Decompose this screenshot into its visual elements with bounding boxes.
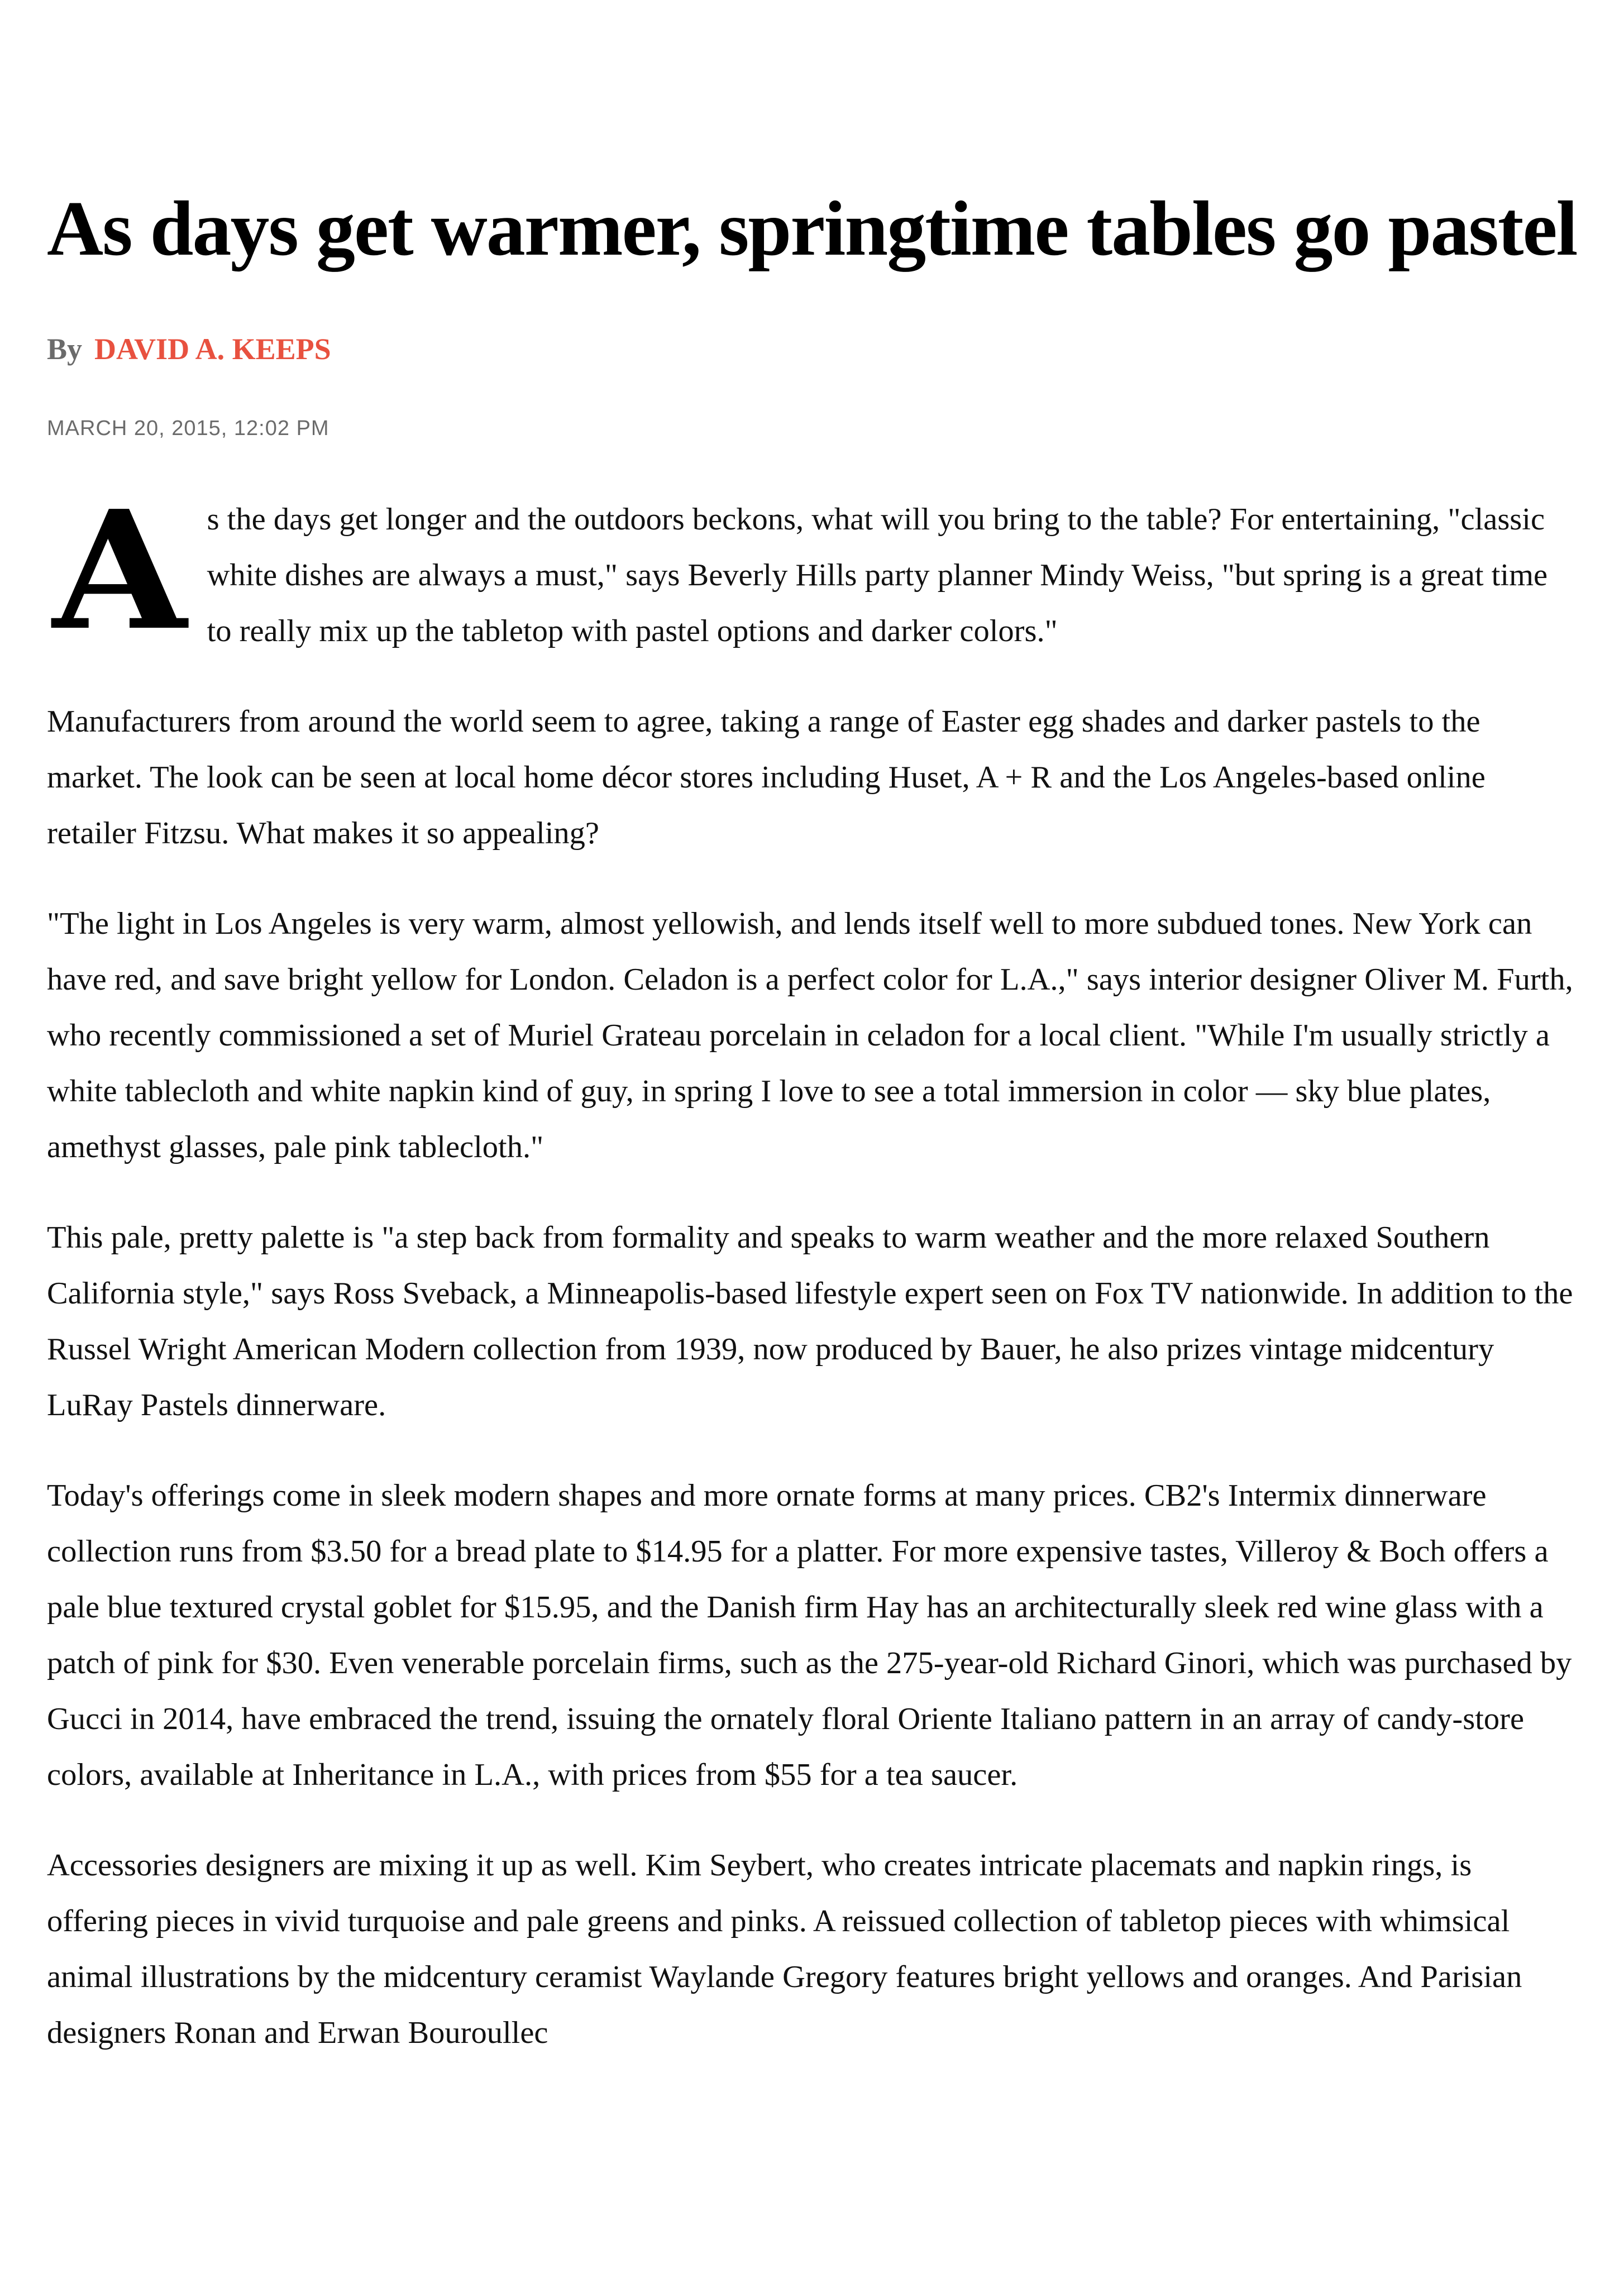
paragraph-4: This pale, pretty palette is "a step back from formality and speaks to warm weather and the more relaxed Southern California style," says Ross Sveback, a Minneapolis-based lifestyle expert seen on Fox TV nationwide. In addition to the Russel Wright American Modern collection from 1939, now produced by Bauer, he also prizes vintage midcentury LuRay Pastels dinnerware. xyxy=(47,1220,1573,1422)
paragraph-2: Manufacturers from around the world seem to agree, taking a range of Easter egg shades and darker pastels to the market. The look can be seen at local home décor stores including Huset, A + R and the Los Angeles-based online retailer Fitzsu. What makes it so appealing? xyxy=(47,704,1486,851)
author-link[interactable]: DAVID A. KEEPS xyxy=(94,332,331,366)
byline xyxy=(47,334,331,364)
paragraph-1-text: s the days get longer and the outdoors beckons, what will you bring to the table? For entertaining, "classic white dishes are always a must," says Beverly Hills party planner Mindy Weiss, "but spring is a great time to really mix up the tabletop with pastel options and darker colors." xyxy=(207,502,1548,648)
paragraph-1 xyxy=(47,475,1577,666)
drop-cap: A xyxy=(52,475,187,666)
paragraph-3: "The light in Los Angeles is very warm, almost yellowish, and lends itself well to more subdued tones. New York can have red, and save bright yellow for London. Celadon is a perfect color for L.A.," says interior designer Oliver M. Furth, who recently commissioned a set of Muriel Grateau porcelain in celadon for a local client. "While I'm usually strictly a white tablecloth and white napkin kind of guy, in spring I love to see a total immersion in color — sky blue plates, amethyst glasses, pale pink tablecloth." xyxy=(47,906,1573,1164)
article-headline: As days get warmer, springtime tables go pastel xyxy=(47,185,1577,272)
byline-prefix: By xyxy=(47,332,83,366)
paragraph-5: Today's offerings come in sleek modern shapes and more ornate forms at many prices. CB2's Intermix dinnerware collection runs from $3.50 for a bread plate to $14.95 for a platter. For more expensive tastes, Villeroy & Boch offers a pale blue textured crystal goblet for $15.95, and the Danish firm Hay has an architecturally sleek red wine glass with a patch of pink for $30. Even venerable porcelain firms, such as the 275-year-old Richard Ginori, which was purchased by Gucci in 2014, have embraced the trend, issuing the ornately floral Oriente Italiano pattern in an array of candy-store colors, available at Inheritance in L.A., with prices from $55 for a tea saucer. xyxy=(47,1478,1572,1792)
publish-timestamp: MARCH 20, 2015, 12:02 PM xyxy=(47,417,329,440)
article-body xyxy=(47,475,1577,2095)
paragraph-6: Accessories designers are mixing it up as well. Kim Seybert, who creates intricate placemats and napkin rings, is offering pieces in vivid turquoise and pale greens and pinks. A reissued collection of tabletop pieces with whimsical animal illustrations by the midcentury ceramist Waylande Gregory features bright yellows and oranges. And Parisian designers Ronan and Erwan Bouroullec xyxy=(47,1848,1522,2050)
